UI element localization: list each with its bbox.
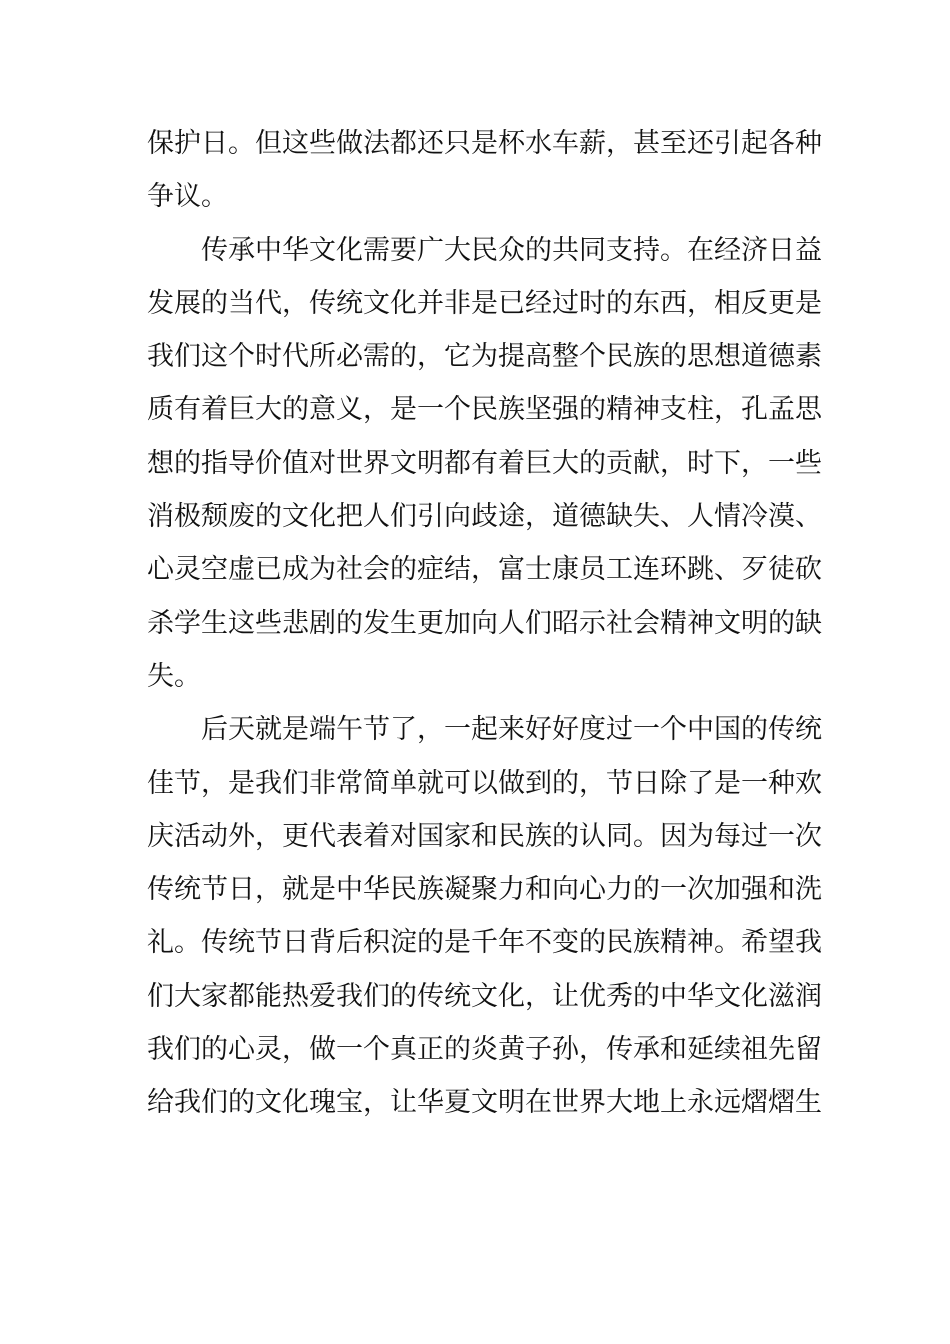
text-line: 传承中华文化需要广大民众的共同支持。在经济日益 bbox=[201, 234, 822, 266]
paragraph bbox=[147, 117, 822, 224]
text-line: 礼。传统节日背后积淀的是千年不变的民族精神。希望我 bbox=[147, 927, 822, 959]
text-line: 庆活动外，更代表着对国家和民族的认同。因为每过一次 bbox=[147, 820, 822, 852]
paragraph bbox=[147, 224, 822, 704]
text-line: 失。 bbox=[147, 660, 201, 692]
text-line: 传统节日，就是中华民族凝聚力和向心力的一次加强和洗 bbox=[147, 874, 822, 906]
text-line: 消极颓废的文化把人们引向歧途，道德缺失、人情冷漠、 bbox=[147, 501, 822, 533]
text-line: 们大家都能热爱我们的传统文化，让优秀的中华文化滋润 bbox=[147, 980, 822, 1012]
text-line: 杀学生这些悲剧的发生更加向人们昭示社会精神文明的缺 bbox=[147, 607, 822, 639]
text-line: 我们的心灵，做一个真正的炎黄子孙，传承和延续祖先留 bbox=[147, 1034, 822, 1066]
document-body bbox=[147, 117, 822, 1130]
text-line: 想的指导价值对世界文明都有着巨大的贡献，时下，一些 bbox=[147, 447, 822, 479]
paragraph bbox=[147, 703, 822, 1129]
text-line: 质有着巨大的意义，是一个民族坚强的精神支柱，孔孟思 bbox=[147, 394, 822, 426]
text-line: 佳节，是我们非常简单就可以做到的，节日除了是一种欢 bbox=[147, 767, 822, 799]
text-line: 给我们的文化瑰宝，让华夏文明在世界大地上永远熠熠生 bbox=[147, 1087, 822, 1119]
text-line: 我们这个时代所必需的，它为提高整个民族的思想道德素 bbox=[147, 341, 822, 373]
text-line: 后天就是端午节了，一起来好好度过一个中国的传统 bbox=[201, 714, 822, 746]
text-line: 发展的当代，传统文化并非是已经过时的东西，相反更是 bbox=[147, 287, 822, 319]
text-line: 保护日。但这些做法都还只是杯水车薪，甚至还引起各种 bbox=[147, 128, 822, 159]
text-line: 争议。 bbox=[147, 181, 228, 213]
text-line: 心灵空虚已成为社会的症结，富士康员工连环跳、歹徒砍 bbox=[147, 554, 822, 586]
